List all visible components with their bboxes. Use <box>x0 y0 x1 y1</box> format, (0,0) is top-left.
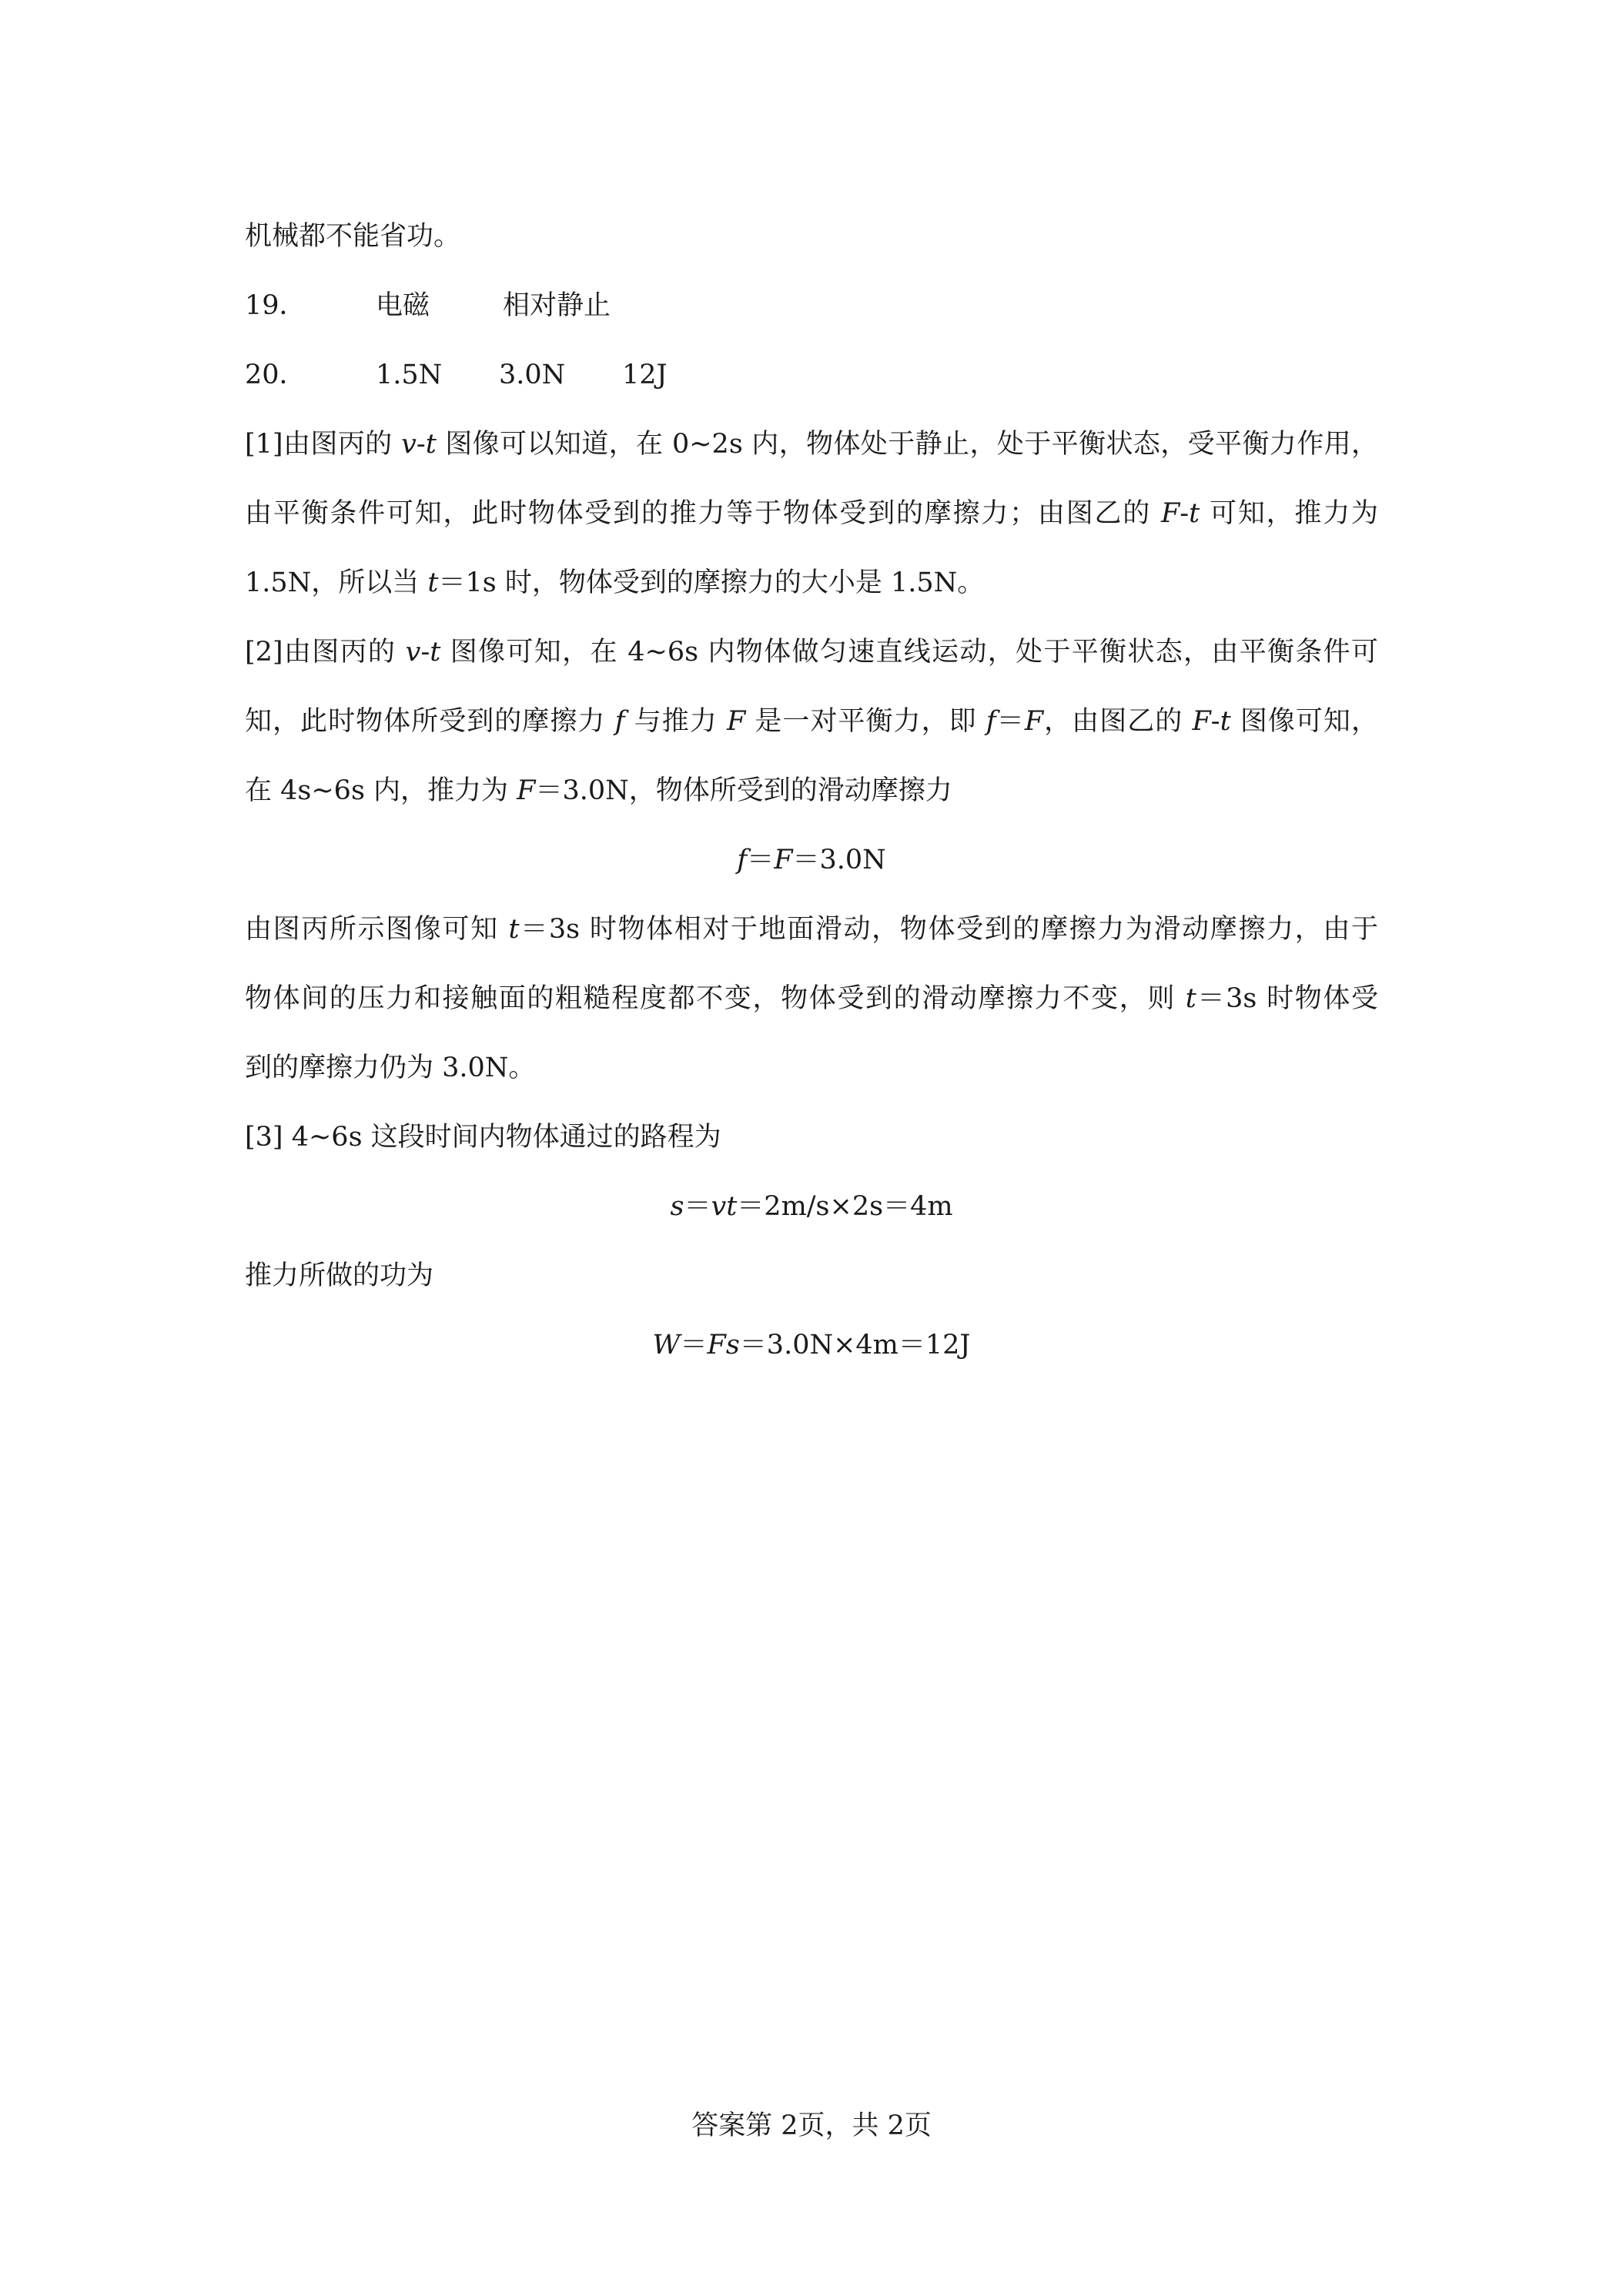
text-run: 推力所做的功为 <box>245 1260 434 1291</box>
var-f: f <box>986 706 996 737</box>
explanation-1-line-3 <box>245 548 1378 618</box>
text-run: 由平衡条件可知，此时物体受到的推力等于物体受到的摩擦力；由图乙的 <box>245 498 1161 529</box>
var-F: F <box>1192 706 1211 737</box>
answer-blank-1: 1.5N <box>376 360 443 390</box>
var-v: v <box>405 637 421 668</box>
var-t: t <box>508 914 520 945</box>
answer-blank-1: 电磁 <box>376 290 430 321</box>
text-run: ＝3.0N <box>792 845 886 875</box>
text-run: [3] 4~6s 这段时间内物体通过的路程为 <box>245 1122 721 1153</box>
equation-friction <box>245 825 1378 895</box>
var-t: t <box>427 567 439 598</box>
answer-20 <box>245 340 1378 410</box>
text-run: 图像可以知道，在 0~2s 内，物体处于静止，处于平衡状态，受平衡力作用， <box>436 429 1378 460</box>
explanation-3-line-3 <box>245 1033 1378 1103</box>
text-run: ＝3s 时物体相对于地面滑动，物体受到的摩擦力为滑动摩擦力，由于 <box>519 914 1378 945</box>
answer-blank-2: 3.0N <box>499 360 566 390</box>
text-run: ＝ <box>680 1330 708 1361</box>
text-run: ＝3s 时物体受 <box>1196 983 1378 1014</box>
text-run: [1]由图丙的 <box>245 429 402 460</box>
text-run: ，由图乙的 <box>1043 706 1193 737</box>
text-run: ＝3.0N，物体所受到的滑动摩擦力 <box>535 775 952 806</box>
question-number: 20． <box>245 360 306 390</box>
explanation-3-line-2 <box>245 964 1378 1033</box>
text-run: 在 4s~6s 内，推力为 <box>245 775 517 806</box>
var-F: F <box>1024 706 1044 737</box>
text-run: ＝ <box>684 1191 711 1222</box>
var-vt: vt <box>711 1191 738 1222</box>
var-Fs: Fs <box>707 1330 740 1361</box>
var-F: F <box>726 706 746 737</box>
explanation-2-line-1 <box>245 618 1378 687</box>
text-run: ＝3.0N×4m＝12J <box>739 1330 971 1361</box>
text-run: ＝1s 时，物体受到的摩擦力的大小是 1.5N。 <box>438 567 985 598</box>
explanation-1-line-1 <box>245 410 1378 479</box>
var-F: F <box>517 775 536 806</box>
var-W: W <box>652 1330 681 1361</box>
text-run: 是一对平衡力，即 <box>745 706 986 737</box>
question-number: 19． <box>245 290 306 321</box>
var-t: t <box>425 429 437 460</box>
text-run: [2]由图丙的 <box>245 637 406 668</box>
var-v: v <box>401 429 417 460</box>
text-run: - <box>1210 706 1220 737</box>
text-run: 图像可知， <box>1230 706 1378 737</box>
explanation-2-line-2 <box>245 687 1378 756</box>
answer-blank-2: 相对静止 <box>503 290 611 321</box>
text-run: - <box>420 637 430 668</box>
text-run: 可知，推力为 <box>1200 498 1378 529</box>
var-F: F <box>1160 498 1180 529</box>
var-s: s <box>670 1191 684 1222</box>
text-run: ＝ <box>747 845 775 875</box>
answer-19 <box>245 271 1378 340</box>
equation-distance <box>245 1172 1378 1241</box>
var-t: t <box>1185 983 1196 1014</box>
var-t: t <box>1189 498 1200 529</box>
var-f: f <box>737 845 748 875</box>
explanation-3-line-1 <box>245 895 1378 964</box>
text-run: ＝2m/s×2s＝4m <box>737 1191 953 1222</box>
text-run: 由图丙所示图像可知 <box>245 914 509 945</box>
equation-work <box>245 1310 1378 1380</box>
var-t: t <box>430 637 441 668</box>
text-run: 图像可知，在 4~6s 内物体做匀速直线运动，处于平衡状态，由平衡条件可 <box>440 637 1378 668</box>
text-run: 到的摩擦力仍为 3.0N。 <box>245 1053 536 1083</box>
text-line-1 <box>245 202 1378 271</box>
page-footer: 答案第 2页，共 2页 <box>691 2110 932 2141</box>
text-run: 物体间的压力和接触面的粗糙程度都不变，物体受到的滑动摩擦力不变，则 <box>245 983 1186 1014</box>
answer-content <box>245 202 1378 1380</box>
explanation-1-line-2 <box>245 479 1378 548</box>
text-run: 机械都不能省功。 <box>245 221 461 252</box>
explanation-4-line-1 <box>245 1103 1378 1172</box>
text-run: - <box>416 429 426 460</box>
var-t: t <box>1220 706 1231 737</box>
explanation-2-line-3 <box>245 756 1378 825</box>
text-run: ＝ <box>996 706 1025 737</box>
text-run: 与推力 <box>624 706 727 737</box>
text-run: 1.5N，所以当 <box>245 567 428 598</box>
text-run: - <box>1180 498 1190 529</box>
text-run: 知，此时物体所受到的摩擦力 <box>245 706 615 737</box>
answer-blank-3: 12J <box>622 360 668 390</box>
explanation-5-line-1 <box>245 1241 1378 1310</box>
var-f: f <box>614 706 625 737</box>
var-F: F <box>774 845 793 875</box>
